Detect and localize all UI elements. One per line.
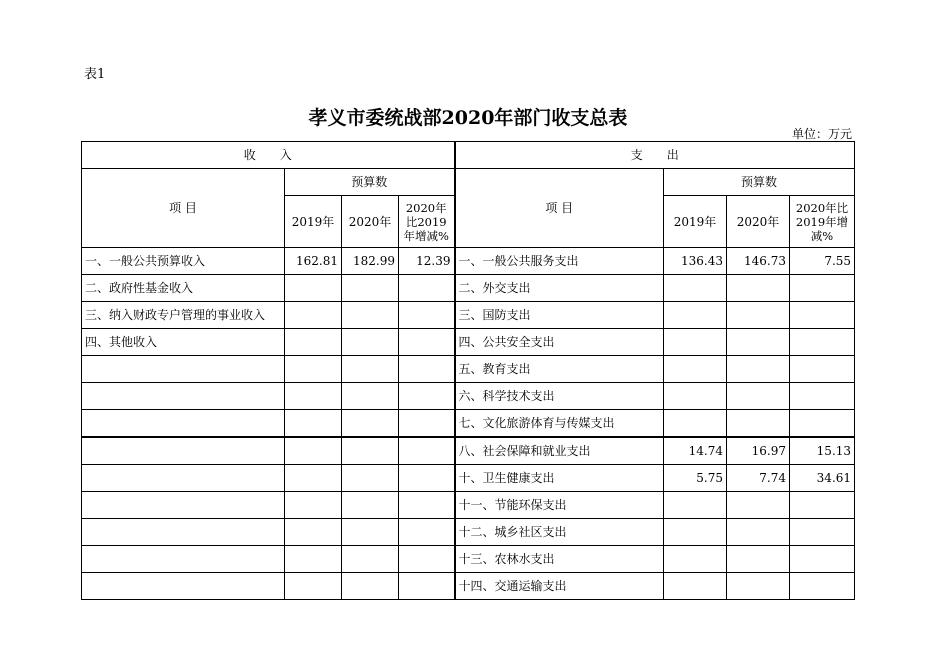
cell-in-item: 三、纳入财政专户管理的事业收入 (82, 302, 285, 329)
income-change-header: 2020年比2019年增减% (399, 196, 455, 248)
cell-in-2019 (285, 465, 342, 492)
cell-in-2019 (285, 329, 342, 356)
expense-header: 支 出 (455, 142, 855, 169)
cell-in-2019 (285, 519, 342, 546)
cell-in-item (82, 410, 285, 438)
cell-ex-2020 (727, 519, 790, 546)
cell-ex-2019: 136.43 (664, 248, 727, 275)
cell-in-2019 (285, 546, 342, 573)
unit-label: 单位：万元 (791, 127, 852, 141)
cell-in-2019 (285, 275, 342, 302)
cell-in-2020 (342, 573, 399, 600)
table-row (82, 248, 855, 275)
cell-ex-item: 四、公共安全支出 (455, 329, 664, 356)
income-2019-header: 2019年 (285, 196, 342, 248)
cell-in-chg (399, 465, 455, 492)
cell-ex-chg (790, 275, 855, 302)
table-row (82, 329, 855, 356)
cell-in-chg (399, 546, 455, 573)
expense-item-header: 项 目 (455, 169, 664, 248)
cell-in-2019 (285, 573, 342, 600)
cell-in-2020 (342, 519, 399, 546)
cell-in-2020 (342, 329, 399, 356)
cell-ex-item: 十二、城乡社区支出 (455, 519, 664, 546)
cell-ex-chg (790, 302, 855, 329)
cell-in-item (82, 356, 285, 383)
cell-ex-2020 (727, 302, 790, 329)
cell-in-item (82, 383, 285, 410)
table-row (82, 356, 855, 383)
cell-ex-chg: 7.55 (790, 248, 855, 275)
cell-ex-2020 (727, 546, 790, 573)
cell-ex-item: 十、卫生健康支出 (455, 465, 664, 492)
cell-ex-item: 五、教育支出 (455, 356, 664, 383)
cell-in-2019 (285, 437, 342, 465)
cell-ex-2020: 146.73 (727, 248, 790, 275)
table-row (82, 492, 855, 519)
cell-in-item (82, 492, 285, 519)
cell-ex-2019 (664, 410, 727, 438)
cell-in-2019 (285, 356, 342, 383)
cell-ex-chg (790, 410, 855, 438)
expense-2019-header: 2019年 (664, 196, 727, 248)
table-row (82, 519, 855, 546)
cell-ex-chg (790, 519, 855, 546)
cell-ex-2019: 5.75 (664, 465, 727, 492)
cell-in-chg (399, 302, 455, 329)
table-row (82, 383, 855, 410)
cell-in-2020 (342, 437, 399, 465)
table-row (82, 437, 855, 465)
cell-ex-chg (790, 383, 855, 410)
cell-in-2019: 162.81 (285, 248, 342, 275)
budget-summary-table (81, 141, 855, 600)
expense-change-header: 2020年比2019年增减% (790, 196, 855, 248)
cell-ex-2019 (664, 519, 727, 546)
cell-in-2020 (342, 302, 399, 329)
table-row (82, 410, 855, 438)
cell-ex-item: 十三、农林水支出 (455, 546, 664, 573)
income-2020-header: 2020年 (342, 196, 399, 248)
cell-ex-chg: 15.13 (790, 437, 855, 465)
cell-ex-2019 (664, 329, 727, 356)
cell-ex-2019 (664, 356, 727, 383)
cell-in-2020 (342, 383, 399, 410)
cell-ex-item: 十一、节能环保支出 (455, 492, 664, 519)
cell-in-item (82, 546, 285, 573)
cell-in-chg (399, 573, 455, 600)
expense-2020-header: 2020年 (727, 196, 790, 248)
cell-in-chg (399, 492, 455, 519)
cell-ex-item: 六、科学技术支出 (455, 383, 664, 410)
cell-ex-2020 (727, 356, 790, 383)
cell-in-item: 四、其他收入 (82, 329, 285, 356)
table-row (82, 573, 855, 600)
cell-in-chg (399, 437, 455, 465)
cell-in-item (82, 465, 285, 492)
cell-in-item: 一、一般公共预算收入 (82, 248, 285, 275)
cell-ex-2020 (727, 383, 790, 410)
cell-ex-item: 七、文化旅游体育与传媒支出 (455, 410, 664, 438)
income-budget-header: 预算数 (285, 169, 455, 196)
cell-ex-chg (790, 356, 855, 383)
cell-ex-2020: 16.97 (727, 437, 790, 465)
cell-in-item: 二、政府性基金收入 (82, 275, 285, 302)
cell-ex-chg (790, 573, 855, 600)
cell-ex-chg (790, 546, 855, 573)
cell-in-item (82, 573, 285, 600)
cell-ex-chg: 34.61 (790, 465, 855, 492)
cell-ex-2019 (664, 275, 727, 302)
cell-ex-2019 (664, 492, 727, 519)
table-row (82, 546, 855, 573)
cell-ex-2020 (727, 329, 790, 356)
cell-in-chg (399, 519, 455, 546)
cell-in-2019 (285, 302, 342, 329)
cell-ex-chg (790, 329, 855, 356)
cell-ex-2020 (727, 410, 790, 438)
cell-ex-2019 (664, 573, 727, 600)
expense-budget-header: 预算数 (664, 169, 855, 196)
cell-ex-item: 三、国防支出 (455, 302, 664, 329)
cell-ex-2019 (664, 302, 727, 329)
cell-ex-item: 一、一般公共服务支出 (455, 248, 664, 275)
cell-ex-2019 (664, 383, 727, 410)
cell-ex-2019: 14.74 (664, 437, 727, 465)
cell-ex-item: 八、社会保障和就业支出 (455, 437, 664, 465)
cell-ex-item: 二、外交支出 (455, 275, 664, 302)
cell-ex-2020 (727, 573, 790, 600)
cell-in-2020 (342, 275, 399, 302)
cell-in-chg (399, 356, 455, 383)
cell-in-chg (399, 329, 455, 356)
page-title: 孝义市委统战部2020年部门收支总表 (308, 107, 628, 129)
cell-ex-2020 (727, 275, 790, 302)
cell-ex-2020: 7.74 (727, 465, 790, 492)
cell-in-chg (399, 383, 455, 410)
cell-in-2019 (285, 383, 342, 410)
cell-in-item (82, 437, 285, 465)
income-header: 收 入 (82, 142, 455, 169)
table-row (82, 465, 855, 492)
cell-ex-chg (790, 492, 855, 519)
cell-ex-2020 (727, 492, 790, 519)
cell-in-chg (399, 275, 455, 302)
cell-in-2020 (342, 546, 399, 573)
table-row (82, 302, 855, 329)
cell-in-chg (399, 410, 455, 438)
table-label: 表1 (84, 67, 106, 82)
income-item-header: 项 目 (82, 169, 285, 248)
cell-ex-item: 十四、交通运输支出 (455, 573, 664, 600)
cell-in-chg: 12.39 (399, 248, 455, 275)
table-row (82, 275, 855, 302)
cell-in-2020 (342, 410, 399, 438)
cell-in-2020 (342, 356, 399, 383)
cell-in-2019 (285, 492, 342, 519)
cell-ex-2019 (664, 546, 727, 573)
cell-in-2019 (285, 410, 342, 438)
cell-in-2020: 182.99 (342, 248, 399, 275)
cell-in-item (82, 519, 285, 546)
cell-in-2020 (342, 492, 399, 519)
cell-in-2020 (342, 465, 399, 492)
